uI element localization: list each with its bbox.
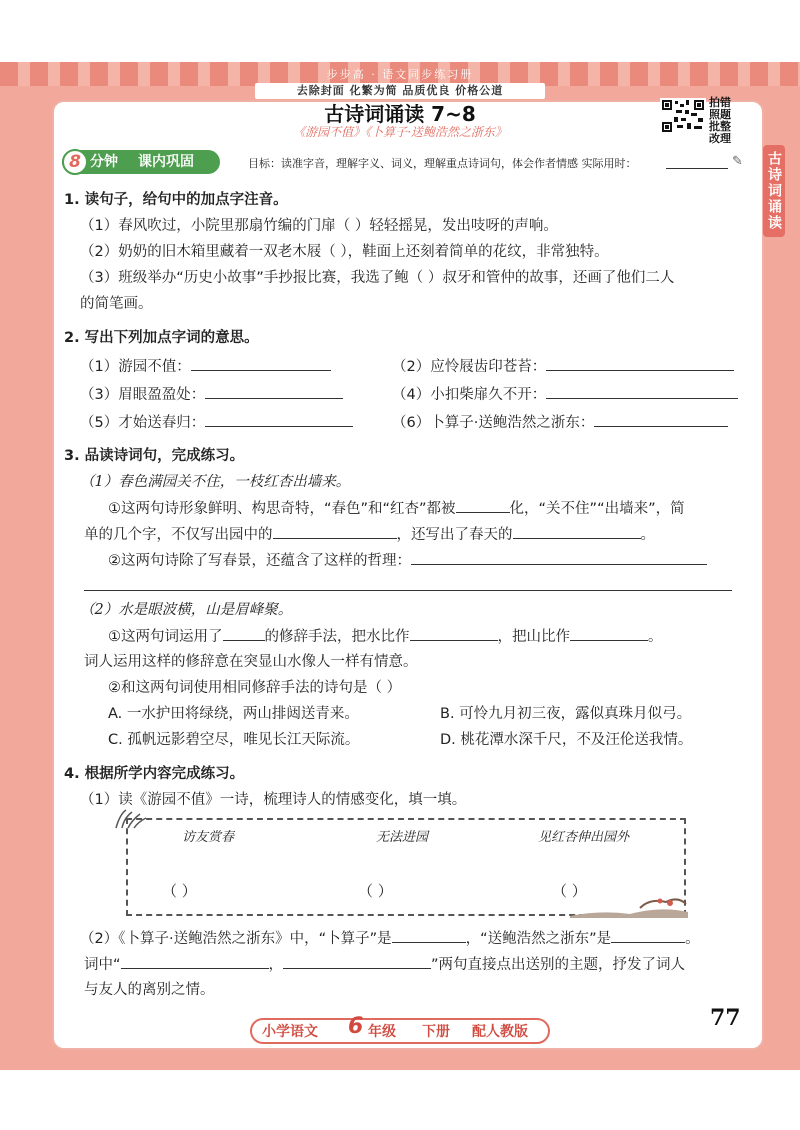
answer-blank[interactable] bbox=[273, 524, 397, 539]
q2-item-label: （5）才始送春归： bbox=[80, 415, 206, 431]
q2-item-1 bbox=[80, 356, 331, 377]
flow-stage-1: 访友赏春 bbox=[182, 830, 235, 845]
option-d[interactable]: D. 桃花潭水深千尺，不及汪伦送我情。 bbox=[440, 732, 693, 748]
answer-blank[interactable] bbox=[410, 626, 498, 641]
q1-s2-answer[interactable]: （ ），鞋面上还刻着简单的花纹，非常独特。 bbox=[321, 244, 609, 260]
answer-blank[interactable] bbox=[283, 954, 431, 969]
qr-label-line: 改理 bbox=[709, 132, 731, 145]
q1-s2-char: 屐 bbox=[306, 244, 322, 260]
q3-p2-line-a bbox=[108, 626, 663, 647]
option-b[interactable]: B. 可怜九月初三夜，露似真珠月似弓。 bbox=[440, 706, 692, 722]
footer-term: 下册 bbox=[422, 1024, 450, 1040]
q3-p1-line-b bbox=[84, 524, 655, 545]
footer-grade-num: 6 bbox=[348, 1014, 364, 1039]
section-goal: 目标：读准字音，理解字义、词义，理解重点诗词句，体会作者情感 实际用时： bbox=[248, 157, 637, 170]
section-name: 课内巩固 bbox=[138, 154, 194, 170]
q4-text: （2）《卜算子·送鲍浩然之浙东》中，“卜算子”是 bbox=[80, 931, 392, 947]
q2-item-label: （6）卜算子·送鲍浩然之浙东： bbox=[392, 415, 595, 431]
slogan: 去除封面 化繁为简 品质优良 价格公道 bbox=[255, 83, 545, 99]
answer-blank[interactable] bbox=[456, 498, 510, 513]
qr-label-line: 照题 bbox=[709, 108, 731, 121]
q1-sentence-3-cont: 的简笔画。 bbox=[80, 296, 153, 312]
q3-p1-line-c bbox=[108, 550, 707, 571]
answer-blank[interactable] bbox=[205, 384, 343, 399]
q1-s1-answer[interactable]: （ ）轻轻摇晃，发出吱呀的声响。 bbox=[335, 218, 558, 234]
footer-grade: 年级 bbox=[368, 1024, 396, 1040]
q3-p1-line-a bbox=[108, 498, 685, 519]
answer-blank[interactable] bbox=[191, 356, 331, 371]
grass-icon bbox=[112, 808, 152, 830]
flow-stage-3: 见红杏伸出园外 bbox=[538, 830, 630, 845]
q3-p2-line-b: 词人运用这样的修辞意在突显山水像人一样有情意。 bbox=[84, 654, 418, 670]
section-number: 8 bbox=[62, 149, 88, 175]
q1-s3-answer[interactable]: （ ）叔牙和管仲的故事，还画了他们二人 bbox=[408, 270, 675, 286]
answer-blank[interactable] bbox=[411, 550, 707, 565]
q4-text: ”两句直接点出送别的主题，抒发了词人 bbox=[431, 957, 686, 973]
footer-edition: 配人教版 bbox=[472, 1024, 528, 1040]
time-blank[interactable] bbox=[666, 168, 728, 169]
answer-blank[interactable] bbox=[223, 626, 265, 641]
answer-blank[interactable] bbox=[546, 384, 738, 399]
answer-blank[interactable] bbox=[513, 524, 641, 539]
q3-text: ，还写出了春天的 bbox=[396, 527, 513, 543]
q3-text: 。 bbox=[648, 629, 663, 645]
answer-blank[interactable] bbox=[611, 928, 685, 943]
qr-label-line: 批整 bbox=[709, 120, 731, 133]
side-tab: 古诗词诵读 bbox=[763, 145, 785, 237]
answer-blank[interactable] bbox=[392, 928, 466, 943]
q3-text: ，把山比作 bbox=[497, 629, 570, 645]
section-badge bbox=[62, 150, 220, 174]
q4-part-2-line-3: 与友人的离别之情。 bbox=[84, 982, 215, 998]
banner-text: 步步高 · 语文同步练习册 bbox=[326, 68, 474, 81]
pen-icon: ✎ bbox=[732, 154, 743, 169]
q3-text: ①这两句词运用了 bbox=[108, 629, 223, 645]
flow-answer-2[interactable]: （ ） bbox=[358, 882, 393, 900]
q4-part-1: （1）读《游园不值》一诗，梳理诗人的情感变化，填一填。 bbox=[80, 792, 467, 808]
page-title: 古诗词诵读 7~8 bbox=[324, 102, 476, 126]
q4-text: ，“送鲍浩然之浙东”是 bbox=[465, 931, 612, 947]
q1-sentence-3 bbox=[80, 268, 674, 288]
q2-item-3 bbox=[80, 384, 343, 405]
q3-text: 单的几个字，不仅写出园中的 bbox=[84, 527, 273, 543]
q2-item-5 bbox=[80, 412, 353, 433]
answer-blank[interactable] bbox=[121, 954, 269, 969]
q2-item-label: （1）游园不值： bbox=[80, 359, 191, 375]
section-bar bbox=[62, 150, 752, 174]
q4-text: 。 bbox=[685, 931, 700, 947]
section-minutes: 分钟 bbox=[90, 154, 118, 170]
q3-text: 的修辞手法，把水比作 bbox=[264, 629, 410, 645]
q1-s3-char: 鲍 bbox=[394, 270, 409, 286]
q3-text: ①这两句诗形象鲜明、构思奇特，“春色”和“红杏”都被 bbox=[108, 501, 456, 517]
answer-line[interactable] bbox=[84, 590, 732, 591]
q3-text: ②这两句诗除了写春景，还蕴含了这样的哲理： bbox=[108, 553, 411, 569]
q1-heading: 1. 读句子，给句中的加点字注音。 bbox=[64, 192, 288, 208]
page-number: 77 bbox=[710, 1005, 741, 1031]
q3-heading: 3. 品读诗词句，完成练习。 bbox=[64, 448, 245, 464]
q4-part-2 bbox=[80, 928, 700, 949]
page-subtitle: 《游园不值》《卜算子·送鲍浩然之浙东》 bbox=[293, 125, 507, 139]
flow-answer-3[interactable]: （ ） bbox=[552, 882, 587, 900]
answer-blank[interactable] bbox=[594, 412, 728, 427]
flow-stage-2: 无法进园 bbox=[376, 830, 429, 845]
q3-p2-line-c[interactable]: ②和这两句词使用相同修辞手法的诗句是（ ） bbox=[108, 680, 402, 696]
q1-sentence-2 bbox=[80, 242, 609, 262]
footer-subject: 小学语文 bbox=[262, 1024, 318, 1040]
q3-poem-1: （1）春色满园关不住，一枝红杏出墙来。 bbox=[80, 474, 351, 490]
landscape-icon bbox=[570, 894, 688, 918]
q4-text: ， bbox=[268, 957, 284, 973]
q1-s2-text: （2）奶奶的旧木箱里藏着一双老木 bbox=[80, 244, 307, 260]
q3-poem-2: （2）水是眼波横，山是眉峰聚。 bbox=[80, 602, 293, 618]
q1-s1-text: （1）春风吹过，小院里那扇竹编的门 bbox=[80, 218, 322, 234]
flow-answer-1[interactable]: （ ） bbox=[162, 882, 197, 900]
q1-s3-text: （3）班级举办“历史小故事”手抄报比赛，我选了 bbox=[80, 270, 395, 286]
q2-item-label: （4）小扣柴扉久不开： bbox=[392, 387, 547, 403]
q3-text: 化，“关不住”“出墙来”，简 bbox=[509, 501, 685, 517]
qr-label bbox=[709, 97, 749, 145]
q2-item-6 bbox=[392, 412, 728, 433]
answer-blank[interactable] bbox=[546, 356, 734, 371]
option-c[interactable]: C. 孤帆远影碧空尽，唯见长江天际流。 bbox=[108, 732, 360, 748]
q3-text: 。 bbox=[640, 527, 655, 543]
q4-part-2-line-2 bbox=[84, 954, 685, 975]
q2-item-2 bbox=[392, 356, 734, 377]
qr-code-icon bbox=[660, 98, 706, 134]
q2-item-label: （3）眉眼盈盈处： bbox=[80, 387, 206, 403]
footer-bar bbox=[250, 1014, 550, 1044]
q4-heading: 4. 根据所学内容完成练习。 bbox=[64, 766, 245, 782]
q4-text: 词中“ bbox=[84, 957, 121, 973]
answer-blank[interactable] bbox=[570, 626, 648, 641]
q2-item-4 bbox=[392, 384, 738, 405]
q1-sentence-1 bbox=[80, 216, 558, 236]
q2-heading: 2. 写出下列加点字词的意思。 bbox=[64, 330, 259, 346]
answer-blank[interactable] bbox=[205, 412, 353, 427]
option-a[interactable]: A. 一水护田将绿绕，两山排闼送青来。 bbox=[108, 706, 359, 722]
qr-label-line: 拍错 bbox=[709, 96, 731, 109]
q2-item-label: （2）应怜屐齿印苍苔： bbox=[392, 359, 547, 375]
q1-s1-char: 扉 bbox=[321, 218, 336, 234]
